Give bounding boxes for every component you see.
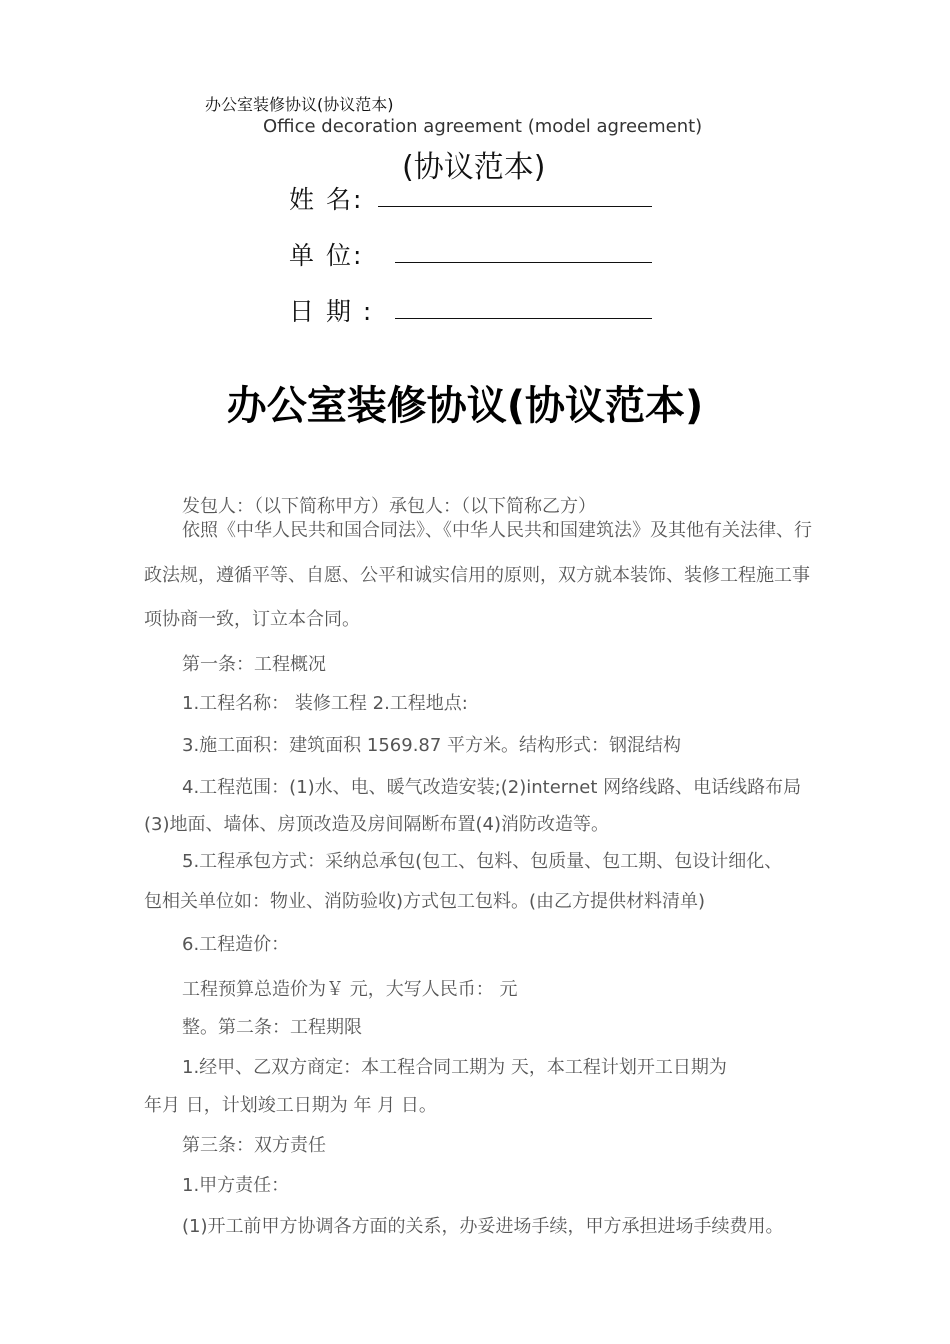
body-line-basis-2: 政法规，遵循平等、自愿、公平和诚实信用的原则，双方就本装饰、装修工程施工事: [144, 565, 810, 586]
field-line-date: [395, 318, 652, 319]
field-label-unit: 单 位:: [289, 241, 364, 270]
field-line-unit: [395, 262, 652, 263]
body-line-party-a: 1.甲方责任：: [182, 1175, 290, 1196]
main-title: 办公室装修协议(协议范本): [226, 383, 704, 429]
body-line-cost: 工程预算总造价为￥ 元，大写人民币： 元: [182, 979, 518, 1000]
field-label-name: 姓 名:: [289, 185, 364, 214]
header-title-english: Office decoration agreement (model agreement): [263, 116, 703, 137]
body-line-contract-2: 包相关单位如：物业、消防验收)方式包工包料。(由乙方提供材料清单): [144, 891, 706, 912]
body-line-contract-1: 5.工程承包方式：采纳总承包(包工、包料、包质量、包工期、包设计细化、: [182, 851, 783, 872]
body-line-parties: 发包人：（以下简称甲方）承包人：（以下简称乙方）: [182, 496, 596, 517]
body-line-schedule-1: 1.经甲、乙双方商定：本工程合同工期为 天，本工程计划开工日期为: [182, 1057, 727, 1078]
body-line-basis-1: 依照《中华人民共和国合同法》、《中华人民共和国建筑法》及其他有关法律、行: [182, 520, 812, 541]
body-line-area: 3.施工面积：建筑面积 1569.87 平方米。结构形式：钢混结构: [182, 735, 682, 756]
field-label-date: 日 期 :: [289, 297, 374, 326]
body-line-scope-1: 4.工程范围：(1)水、电、暖气改造安装;(2)internet 网络线路、电话线路布局: [182, 777, 802, 798]
body-line-party-a-1: (1)开工前甲方协调各方面的关系，办妥进场手续，甲方承担进场手续费用。: [182, 1216, 784, 1237]
field-line-name: [378, 206, 652, 207]
body-line-scope-2: (3)地面、墙体、房顶改造及房间隔断布置(4)消防改造等。: [144, 814, 609, 835]
body-line-schedule-2: 年月 日，计划竣工日期为 年 月 日。: [144, 1095, 437, 1116]
section-heading-2: 整。第二条：工程期限: [182, 1017, 362, 1038]
section-heading-1: 第一条：工程概况: [182, 654, 326, 675]
body-line-project-name: 1.工程名称： 装修工程 2.工程地点:: [182, 693, 468, 714]
body-line-cost-heading: 6.工程造价：: [182, 934, 290, 955]
section-heading-3: 第三条：双方责任: [182, 1135, 326, 1156]
header-title-paren: (协议范本): [402, 150, 546, 185]
header-title-small: 办公室装修协议(协议范本): [205, 95, 394, 114]
body-line-basis-3: 项协商一致，订立本合同。: [144, 609, 360, 630]
